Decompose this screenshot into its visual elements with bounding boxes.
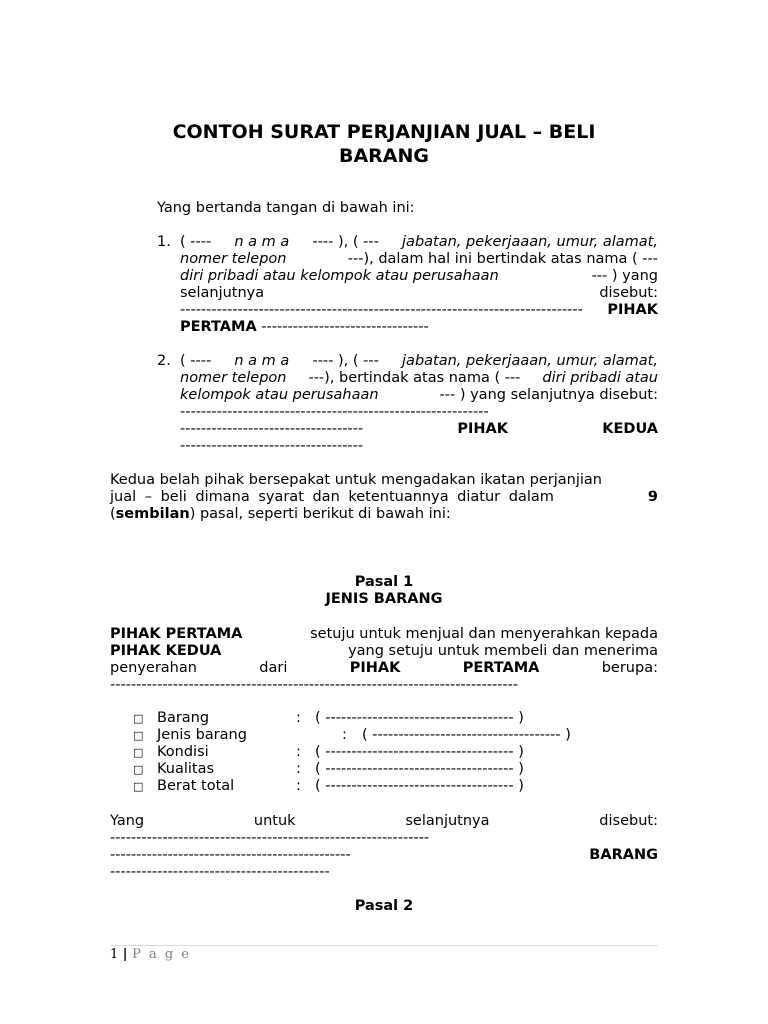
party-2-line-4: -----------------------------------------------------------	[180, 404, 489, 420]
party-2-number: 2.	[157, 353, 171, 369]
closing-line-4: ------------------------------------------	[110, 864, 330, 880]
checkbox-bullet-icon: □	[133, 712, 144, 725]
item-value: ( ------------------------------------ )	[315, 744, 524, 760]
item-value: ( ------------------------------------ )	[315, 778, 524, 794]
item-colon: :	[296, 710, 301, 726]
page-footer	[110, 947, 191, 962]
agreement-line-1: Kedua belah pihak bersepakat untuk mengadakan ikatan perjanjian	[110, 472, 602, 488]
pasal-1-line-4: ------------------------------------------------------------------------------	[110, 677, 519, 693]
footer-separator: |	[118, 947, 133, 962]
pasal-1-line-1: PIHAK PERTAMA setuju untuk menjual dan menyerahkan kepada	[110, 626, 658, 642]
page-number: 1	[110, 947, 119, 962]
party-1-line-4: selanjutnya disebut:	[180, 285, 658, 301]
party-1-line-1: ( ---- n a m a ---- ), ( --- jabatan, pekerjaaan, umur, alamat,	[180, 234, 658, 250]
pasal-1-line-2: PIHAK KEDUA yang setuju untuk membeli dan menerima	[110, 643, 658, 659]
party-2-line-3: kelompok atau perusahaan --- ) yang selanjutnya disebut:	[180, 387, 658, 403]
pasal-1-subheading: JENIS BARANG	[325, 591, 443, 607]
item-label: Kualitas	[157, 761, 215, 777]
checkbox-bullet-icon: □	[133, 729, 144, 742]
checkbox-bullet-icon: □	[133, 780, 144, 793]
party-1-number: 1.	[157, 234, 171, 250]
party-1-line-5: ----------------------------------------------------------------------------- PIHAK	[180, 302, 658, 318]
title-line-1: CONTOH SURAT PERJANJIAN JUAL – BELI	[172, 121, 596, 143]
pasal-1-paragraph	[110, 626, 658, 694]
item-colon: :	[296, 744, 301, 760]
document-title	[110, 120, 658, 168]
agreement-line-2: jual – beli dimana syarat dan ketentuannya diatur dalam 9	[110, 489, 658, 505]
agreement-paragraph	[110, 472, 658, 523]
closing-line-1: Yang untuk selanjutnya disebut:	[110, 813, 658, 829]
item-value: ( ------------------------------------ )	[362, 727, 571, 743]
party-1-line-3: diri pribadi atau kelompok atau perusahaan --- ) yang	[180, 268, 658, 284]
pasal-2-heading: Pasal 2	[354, 898, 414, 914]
party-2-line-6: -----------------------------------	[180, 438, 364, 454]
closing-paragraph	[110, 813, 658, 881]
pasal-1-line-3: penyerahan dari PIHAK PERTAMA berupa:	[110, 660, 658, 676]
item-colon: :	[296, 761, 301, 777]
item-value: ( ------------------------------------ )	[315, 710, 524, 726]
closing-line-3: ---------------------------------------------- BARANG	[110, 847, 658, 863]
item-label: Berat total	[157, 778, 235, 794]
item-colon: :	[342, 727, 347, 743]
item-colon: :	[296, 778, 301, 794]
party-2-block	[180, 353, 658, 455]
pasal-1-heading: Pasal 1	[354, 574, 414, 590]
title-line-2: BARANG	[338, 145, 430, 167]
closing-line-2: -------------------------------------------------------------	[110, 830, 430, 846]
party-2-line-5: ----------------------------------- PIHAK KEDUA	[180, 421, 658, 437]
party-1-line-2: nomer telepon ---), dalam hal ini bertindak atas nama ( ---	[180, 251, 658, 267]
item-label: Barang	[157, 710, 210, 726]
intro-text: Yang bertanda tangan di bawah ini:	[157, 200, 415, 216]
page-label: P a g e	[132, 947, 191, 962]
item-value: ( ------------------------------------ )	[315, 761, 524, 777]
party-1-block	[180, 234, 658, 336]
party-2-line-2: nomer telepon ---), bertindak atas nama ( --- diri pribadi atau	[180, 370, 658, 386]
footer-divider	[110, 945, 658, 946]
party-2-line-1: ( ---- n a m a ---- ), ( --- jabatan, pekerjaaan, umur, alamat,	[180, 353, 658, 369]
checkbox-bullet-icon: □	[133, 746, 144, 759]
item-label: Kondisi	[157, 744, 209, 760]
agreement-line-3: (sembilan) pasal, seperti berikut di bawah ini:	[110, 506, 451, 522]
checkbox-bullet-icon: □	[133, 763, 144, 776]
item-label: Jenis barang	[157, 727, 247, 743]
party-1-line-6: PERTAMA --------------------------------	[180, 319, 429, 335]
